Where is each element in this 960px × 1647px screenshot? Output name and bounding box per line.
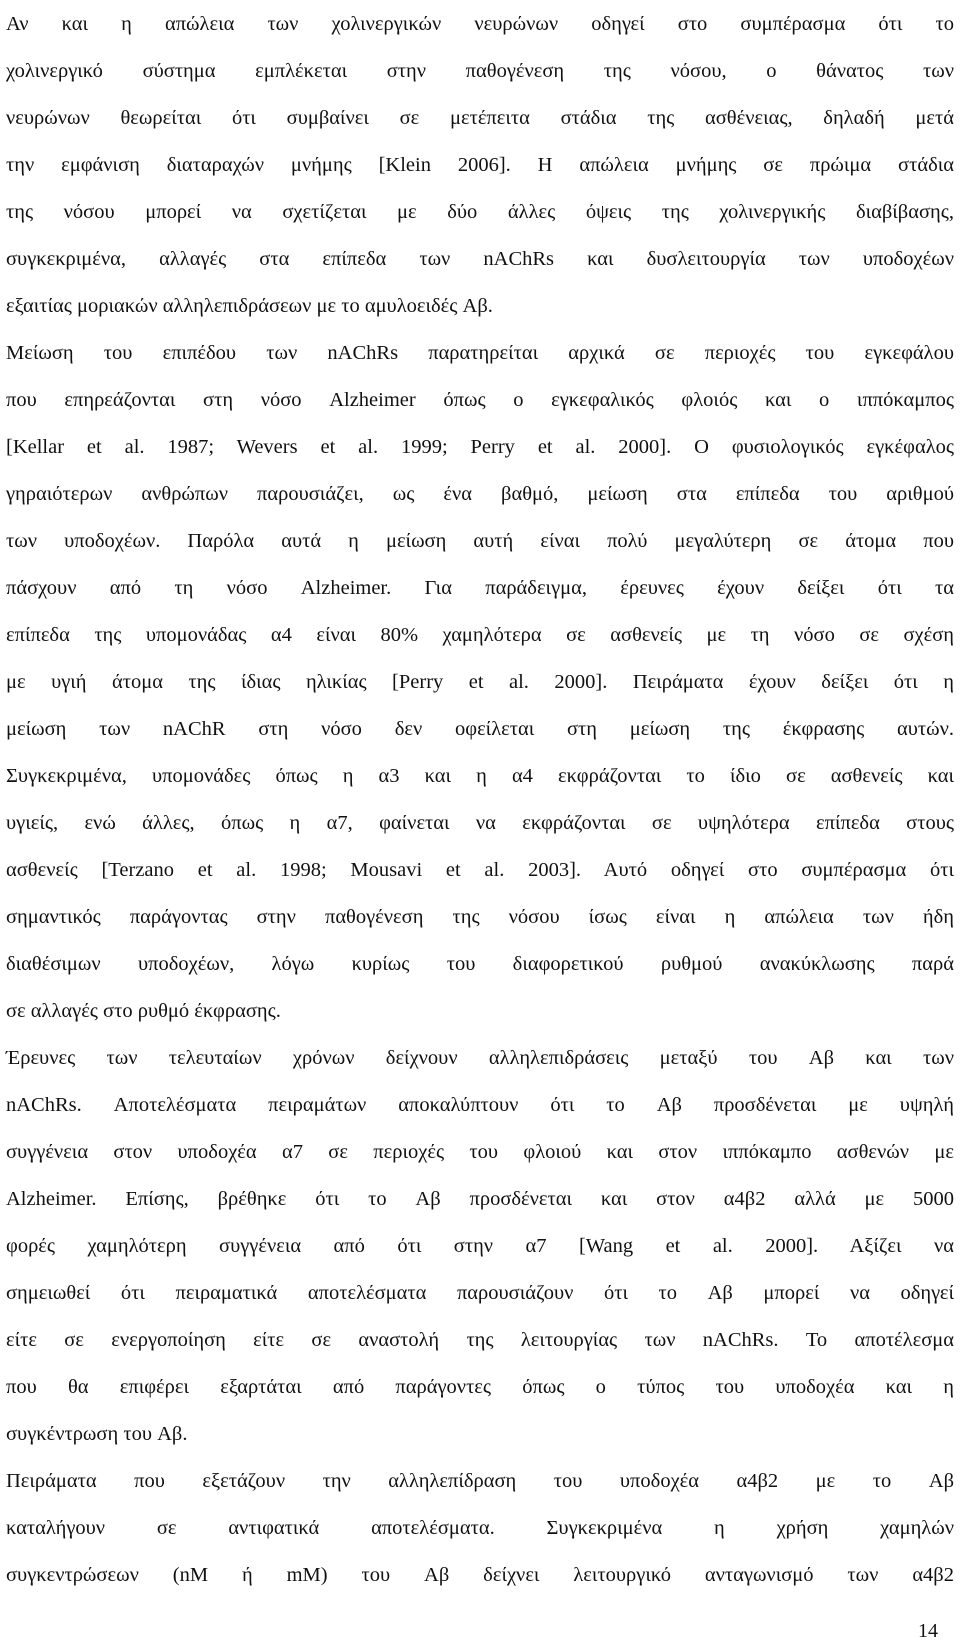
text-line: φορές χαμηλότερη συγγένεια από ότι στην α7 [Wang et al. 2000]. Αξίζει να (6, 1235, 954, 1257)
text-line: καταλήγουν σε αντιφατικά αποτελέσματα. Συγκεκριμένα η χρήση χαμηλών (6, 1517, 954, 1539)
text-line: συγκέντρωση του Aβ. (6, 1423, 188, 1445)
text-line: την εμφάνιση διαταραχών μνήμης [Klein 2006]. Η απώλεια μνήμης σε πρώιμα στάδια (6, 154, 954, 176)
text-line: νευρώνων θεωρείται ότι συμβαίνει σε μετέπειτα στάδια της ασθένειας, δηλαδή μετά (6, 107, 954, 129)
text-line: nAChRs. Αποτελέσματα πειραμάτων αποκαλύπτουν ότι το Aβ προσδένεται με υψηλή (6, 1094, 954, 1116)
text-line: διαθέσιμων υποδοχέων, λόγω κυρίως του διαφορετικού ρυθμού ανακύκλωσης παρά (6, 953, 954, 975)
text-line: Έρευνες των τελευταίων χρόνων δείχνουν αλληλεπιδράσεις μεταξύ του Aβ και των (6, 1047, 954, 1069)
text-line: συγκεντρώσεων (nM ή mM) του Aβ δείχνει λειτουργικό ανταγωνισμό των α4β2 (6, 1564, 954, 1586)
text-line: υγιείς, ενώ άλλες, όπως η α7, φαίνεται να εκφράζονται σε υψηλότερα επίπεδα στους (6, 812, 954, 834)
text-line: ασθενείς [Terzano et al. 1998; Mousavi et al. 2003]. Αυτό οδηγεί στο συμπέρασμα ότι (6, 859, 954, 881)
text-line: πάσχουν από τη νόσο Alzheimer. Για παράδειγμα, έρευνες έχουν δείξει ότι τα (6, 577, 954, 599)
page-number: 14 (918, 1620, 938, 1642)
text-line: Αν και η απώλεια των χολινεργικών νευρώνων οδηγεί στο συμπέρασμα ότι το (6, 13, 954, 35)
text-line: [Kellar et al. 1987; Wevers et al. 1999; Perry et al. 2000]. Ο φυσιολογικός εγκέφαλος (6, 436, 954, 458)
text-line: με υγιή άτομα της ίδιας ηλικίας [Perry et al. 2000]. Πειράματα έχουν δείξει ότι η (6, 671, 954, 693)
text-line: είτε σε ενεργοποίηση είτε σε αναστολή της λειτουργίας των nAChRs. Το αποτέλεσμα (6, 1329, 954, 1351)
text-line: που θα επιφέρει εξαρτάται από παράγοντες όπως ο τύπος του υποδοχέα και η (6, 1376, 954, 1398)
text-line: Alzheimer. Επίσης, βρέθηκε ότι το Aβ προσδένεται και στον α4β2 αλλά με 5000 (6, 1188, 954, 1210)
text-line: μείωση των nAChR στη νόσο δεν οφείλεται στη μείωση της έκφρασης αυτών. (6, 718, 954, 740)
text-line: που επηρεάζονται στη νόσο Alzheimer όπως ο εγκεφαλικός φλοιός και ο ιππόκαμπος (6, 389, 954, 411)
text-line: εξαιτίας μοριακών αλληλεπιδράσεων με το αμυλοειδές Aβ. (6, 295, 493, 317)
text-line: σε αλλαγές στο ρυθμό έκφρασης. (6, 1000, 281, 1022)
text-line: συγκεκριμένα, αλλαγές στα επίπεδα των nAChRs και δυσλειτουργία των υποδοχέων (6, 248, 954, 270)
text-line: συγγένεια στον υποδοχέα α7 σε περιοχές του φλοιού και στον ιππόκαμπο ασθενών με (6, 1141, 954, 1163)
text-line: χολινεργικό σύστημα εμπλέκεται στην παθογένεση της νόσου, ο θάνατος των (6, 60, 954, 82)
text-line: γηραιότερων ανθρώπων παρουσιάζει, ως ένα βαθμό, μείωση στα επίπεδα του αριθμού (6, 483, 954, 505)
text-line: επίπεδα της υπομονάδας α4 είναι 80% χαμηλότερα σε ασθενείς με τη νόσο σε σχέση (6, 624, 954, 646)
text-line: των υποδοχέων. Παρόλα αυτά η μείωση αυτή είναι πολύ μεγαλύτερη σε άτομα που (6, 530, 954, 552)
text-line: σημειωθεί ότι πειραματικά αποτελέσματα παρουσιάζουν ότι το Aβ μπορεί να οδηγεί (6, 1282, 954, 1304)
text-line: Πειράματα που εξετάζουν την αλληλεπίδραση του υποδοχέα α4β2 με το Aβ (6, 1470, 954, 1492)
text-line: της νόσου μπορεί να σχετίζεται με δύο άλλες όψεις της χολινεργικής διαβίβασης, (6, 201, 954, 223)
text-line: Μείωση του επιπέδου των nAChRs παρατηρείται αρχικά σε περιοχές του εγκεφάλου (6, 342, 954, 364)
text-line: σημαντικός παράγοντας στην παθογένεση της νόσου ίσως είναι η απώλεια των ήδη (6, 906, 954, 928)
text-line: Συγκεκριμένα, υπομονάδες όπως η α3 και η α4 εκφράζονται το ίδιο σε ασθενείς και (6, 765, 954, 787)
